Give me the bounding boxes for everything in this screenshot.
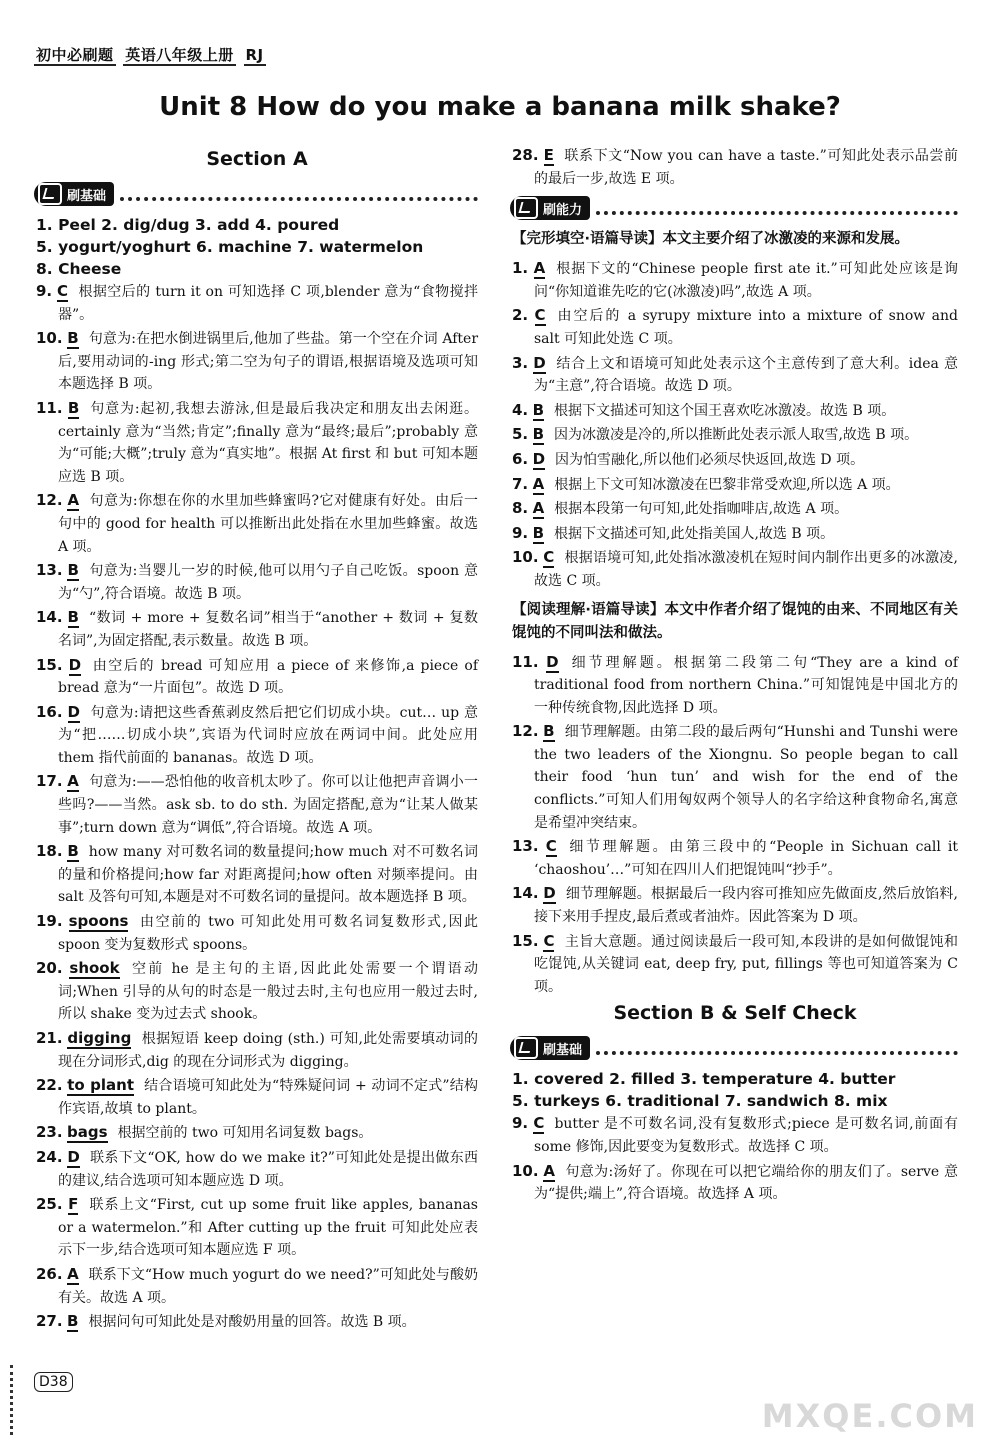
answer-line: 5. yogurt/yoghurt 6. machine 7. watermelon [36,238,424,256]
explanation-item [36,559,478,605]
answer-line: 1. covered 2. filled 3. temperature 4. butter [512,1070,896,1089]
question-number: 25. [36,1195,63,1214]
answer-key: A [67,772,79,791]
explanation-list [512,651,958,999]
question-number: 6. [512,449,529,468]
right-column [512,144,958,1207]
explanation-text: 句意为:在把水倒进锅里后,他加了些盐。第一个空在介词 After 后,要用动词的-ing 形式;第二空为句子的谓语,根据语境及选项可知本题选择 B 项。 [58,331,479,393]
question-number: 9. [512,523,529,542]
question-number: 7. [512,474,529,493]
question-number: 12. [36,491,63,510]
question-number: 13. [512,837,539,856]
answer-key: A [533,259,546,278]
dotted-divider [596,1041,958,1055]
answer-key: to plant [67,1076,134,1095]
answer-key: digging [67,1029,132,1047]
watermark-logo: MXQE.COM [761,1397,978,1435]
explanation-item [36,327,478,396]
answer-key: B [67,608,79,627]
answer-key: A [67,1264,79,1283]
explanation-item [512,835,958,881]
explanation-item [36,957,478,1026]
question-number: 9. [512,1114,529,1133]
explanation-text: 句意为:汤好了。你现在可以把它端给你的朋友们了。serve 意为“提供;端上”,符合语境。故选择 A 项。 [534,1163,959,1203]
explanation-text: 句意为:——恐怕他的收音机太吵了。你可以让他把声音调小一些吗?——当然。ask sb. to do sth. 为固定搭配,意为“让某人做某事”;turn down 意为“调低”,符合语境。故选 A 项。 [58,774,479,836]
explanation-text: 因为冰激凌是冷的,所以推断此处表示派人取雪,故选 B 项。 [554,427,919,444]
unit-title: Unit 8 How do you make a banana milk shake? [159,92,841,122]
question-number: 11. [512,652,539,671]
question-number: 10. [36,329,63,348]
answer-key: D [543,884,556,903]
explanation-text: 细节理解题。由第三段中的“People in Sichuan call it ‘chaoshou’…”可知在四川人们把馄饨叫“抄手”。 [534,839,959,878]
explanation-text: 主旨大意题。通过阅读最后一段可知,本段讲的是如何做馄饨和吃馄饨,从关键词 eat, deep fry, put, fillings 等也可知道答案为 C 项。 [534,933,959,995]
question-number: 27. [36,1312,63,1331]
question-number: 19. [36,912,63,931]
explanation-text: 联系下文“OK, how do we make it?”可知此处是提出做东西的建议,结合选项可知本题应选 D 项。 [58,1149,478,1189]
answer-key: shook [69,959,120,978]
answer-key: A [543,1161,556,1180]
explanation-item [512,423,958,447]
explanation-item [512,448,958,472]
explanation-item [512,144,958,190]
edition-label: RJ [245,46,264,64]
explanation-item [36,1263,478,1309]
explanation-list [36,280,478,1334]
explanation-text: 句意为:起初,我想去游泳,但是最后我决定和朋友出去闲逛。certainly 意为“当然;肯定”;finally 意为“最终;最后”;probably 意为“可能;大概”;truly 意为“真实地”。根据 At first 和 but 可知本题应选 B 项。 [58,400,478,485]
explanation-item [36,1310,478,1334]
explanation-item [36,1027,478,1073]
explanation-text: 根据短语 keep doing (sth.) 可知,此处需要填动词的现在分词形式,dig 的现在分词形式为 digging。 [58,1031,478,1070]
explanation-text: 根据空后的 turn it on 可知选择 C 项,blender 意为“食物搅拌器”。 [58,284,478,323]
explanation-item [36,654,478,700]
explanation-item [512,1160,958,1206]
practice-badge: 刷能力 [510,196,590,220]
pencil-icon [514,197,538,219]
explanation-text: 细节理解题。根据第二段第二句“They are a kind of traditional food from northern China.”可知馄饨是中国北方的一种传统食物,因此选择 D 项。 [534,654,959,716]
answer-key: D [533,353,546,372]
question-number: 26. [36,1264,63,1283]
running-header [34,44,268,65]
explanation-text: 联系下文“Now you can have a taste.”可知此处表示品尝前的最后一步,故选 E 项。 [534,148,958,187]
explanation-item [512,546,958,592]
answer-key: D [67,1147,80,1166]
question-number: 16. [36,702,63,721]
explanation-text: 根据空前的 two 可知用名词复数 bags。 [117,1125,373,1142]
question-number: 14. [512,884,539,903]
answer-key: B [67,842,79,861]
answer-key-block [36,214,478,280]
explanation-text: 句意为:你想在你的水里加些蜂蜜吗?它对健康有好处。由后一句中的 good for health 可以推断出此处指在水里加些蜂蜜。故选 A 项。 [58,493,478,555]
answer-key: E [543,146,554,164]
explanation-text: 根据下文描述可知,此处指美国人,故选 B 项。 [554,525,835,542]
explanation-item [36,397,478,488]
explanation-text: 细节理解题。由第二段的最后两句“Hunshi and Tunshi were the two leaders of the Xiongnu. So people began to call their food ‘hun tun’ and wish for the end of the conflicts.”可知人们用匈奴两个领导人的名字给这种食物命名,寓意是希望冲突结束。 [534,724,958,831]
question-number: 8. [512,499,529,518]
dotted-divider [596,201,958,215]
question-number: 14. [36,608,63,627]
explanation-text: butter 是不可数名词,没有复数形式;piece 是可数名词,前面有 some 修饰,因此要变为复数形式。故选择 C 项。 [534,1116,958,1155]
answer-key: C [545,837,557,856]
answer-key: A [67,491,80,510]
explanation-text: 根据问句可知此处是对酸奶用量的回答。故选 B 项。 [88,1314,416,1331]
question-number: 10. [512,1161,539,1180]
answer-key-block [512,1068,958,1112]
explanation-item [36,280,478,326]
answer-key: A [532,474,545,493]
explanation-text: 空前 he 是主句的主语,因此此处需要一个谓语动词;When 引导的从句的时态是一般过去时,主句也应用一般过去时,所以 shake 变为过去式 shook。 [58,961,479,1023]
question-number: 18. [36,842,63,861]
explanation-text: 由空后的 bread 可知应用 a piece of 来修饰,a piece of bread 意为“一片面包”。故选 D 项。 [58,657,479,697]
ability-practice-header [510,194,958,222]
practice-badge: 刷基础 [34,182,114,206]
explanation-text: how many 对可数名词的数量提问;how much 对不可数名词的量和价格提问;how far 对距离提问;how often 对频率提问。由 salt 及答句可知,本题是对不可数名词的量提问。故本题选择 B 项。 [58,844,478,906]
question-number: 5. [512,425,529,444]
answer-key: B [67,329,79,348]
explanation-item [512,522,958,546]
question-number: 2. [512,306,529,325]
explanation-item [36,701,478,770]
explanation-text: 联系上文“First, cut up some fruit like apples, bananas or a watermelon.”和 After cutting up the fruit 可知此处应表示下一步,结合选项可知本题应选 F 项。 [58,1197,478,1259]
explanation-text: 根据上下文可知冰激凌在巴黎非常受欢迎,所以选 A 项。 [554,476,900,493]
question-number: 11. [36,398,63,417]
answer-key: C [534,306,546,325]
answer-key: B [543,722,555,741]
explanation-item [36,489,478,558]
left-column [36,144,478,1335]
basic-practice-header [510,1034,958,1062]
explanation-text: 根据下文描述可知这个国王喜欢吃冰激凌。故选 B 项。 [554,402,896,419]
practice-badge: 刷基础 [510,1036,590,1060]
explanation-text: “数词 + more + 复数名词”相当于“another + 数词 + 复数名词”,为固定搭配,表示数量。故选 B 项。 [58,610,478,649]
explanation-item [512,399,958,423]
dotted-divider [120,187,478,201]
answer-key: D [68,655,82,674]
question-number: 28. [512,146,539,164]
answer-line: 1. Peel 2. dig/dug 3. add 4. poured [36,216,340,234]
answer-key: F [68,1195,79,1214]
explanation-text: 由空后的 a syrupy mixture into a mixture of snow and salt 可知此处选 C 项。 [534,308,958,347]
explanation-text: 细节理解题。根据最后一段内容可推知应先做面皮,然后放馅料,接下来用手捏皮,最后煮或者油炸。因此答案为 D 项。 [534,886,958,926]
cloze-guide: 【完形填空·语篇导读】本文主要介绍了冰激凌的来源和发展。 [512,231,910,248]
explanation-item [512,720,958,834]
explanation-item [512,1112,958,1158]
answer-key: D [67,702,80,721]
book-name: 初中必刷题 [36,46,114,64]
answer-key: spoons [68,912,129,931]
section-a-title: Section A [206,148,308,170]
explanation-item [512,651,958,720]
explanation-text: 联系下文“How much yogurt do we need?”可知此处与酸奶有关。故选 A 项。 [58,1266,479,1306]
question-number: 23. [36,1123,63,1142]
question-number: 22. [36,1076,63,1095]
reading-guide: 【阅读理解·语篇导读】本文中作者介绍了馄饨的由来、不同地区有关馄饨的不同叫法和做法。 [512,601,958,641]
explanation-item [512,257,958,303]
question-number: 10. [512,548,539,567]
answer-key: D [546,652,559,671]
answer-key: C [57,282,69,300]
explanation-item [36,1121,478,1145]
answer-key: B [532,425,545,444]
explanation-item [512,497,958,521]
answer-key: C [533,1114,545,1133]
question-number: 24. [36,1147,63,1166]
question-number: 12. [512,722,539,741]
explanation-item [36,1146,478,1192]
explanation-item [36,840,478,909]
question-number: 20. [36,959,63,978]
explanation-item [36,606,478,652]
explanation-text: 句意为:当婴儿一岁的时候,他可以用勺子自己吃饭。spoon 意为“勺”,符合语境。故选 B 项。 [58,563,478,602]
question-number: 13. [36,561,63,580]
question-number: 4. [512,400,529,419]
question-number: 15. [36,655,63,674]
crop-mark [10,1365,15,1435]
explanation-text: 因为怕雪融化,所以他们必须尽快返回,故选 D 项。 [555,451,865,468]
question-number: 3. [512,353,529,372]
explanation-item [36,770,478,839]
question-number: 15. [512,931,539,950]
question-number: 21. [36,1029,63,1047]
page-number: D38 [34,1372,73,1392]
explanation-list [512,144,958,190]
answer-key: A [532,499,545,518]
pencil-icon [514,1037,538,1059]
subject-name: 英语八年级上册 [125,46,234,64]
answer-key: B [67,561,79,580]
pencil-icon [38,183,62,205]
explanation-item [512,882,958,928]
basic-practice-header [34,180,478,208]
explanation-text: 根据下文的“Chinese people first ate it.”可知此处应该是询问“你知道谁先吃的它(冰激凌)吗”,故选 A 项。 [534,261,958,300]
explanation-item [36,1074,478,1120]
explanation-item [36,910,478,956]
question-number: 9. [36,282,53,300]
explanation-text: 根据语境可知,此处指冰激凌机在短时间内制作出更多的冰激凌,故选 C 项。 [534,550,958,589]
section-b-title: Section B & Self Check [613,1002,857,1025]
explanation-text: 结合上文和语境可知此处表示这个主意传到了意大利。idea 意为“主意”,符合语境。故选 D 项。 [534,355,958,395]
explanation-list [512,257,958,592]
answer-key: C [543,548,555,567]
answer-key: D [532,449,546,468]
answer-key: B [532,400,545,419]
explanation-item [512,352,958,398]
explanation-text: 根据本段第一句可知,此处指咖啡店,故选 A 项。 [554,501,849,518]
explanation-item [512,304,958,350]
answer-key: B [67,398,80,417]
question-number: 1. [512,259,529,278]
answer-key: bags [67,1123,108,1142]
answer-line: 5. turkeys 6. traditional 7. sandwich 8. mix [512,1092,888,1111]
answer-line: 8. Cheese [36,260,122,278]
explanation-item [512,473,958,497]
explanation-item [512,930,958,999]
answer-key: B [532,523,545,542]
answer-key: B [67,1312,79,1331]
explanation-text: 结合语境可知此处为“特殊疑问词 + 动词不定式”结构作宾语,故填 to plant。 [58,1078,478,1117]
answer-key: C [543,931,555,950]
explanation-list [512,1112,958,1205]
explanation-item [36,1193,478,1262]
question-number: 17. [36,772,63,791]
explanation-text: 句意为:请把这些香蕉剥皮然后把它们切成小块。cut… up 意为“把……切成小块”,宾语为代词时应放在两词中间。此处应用 them 指代前面的 bananas。故选 D 项。 [58,704,479,766]
explanation-text: 由空前的 two 可知此处用可数名词复数形式,因此 spoon 变为复数形式 spoons。 [58,914,479,953]
